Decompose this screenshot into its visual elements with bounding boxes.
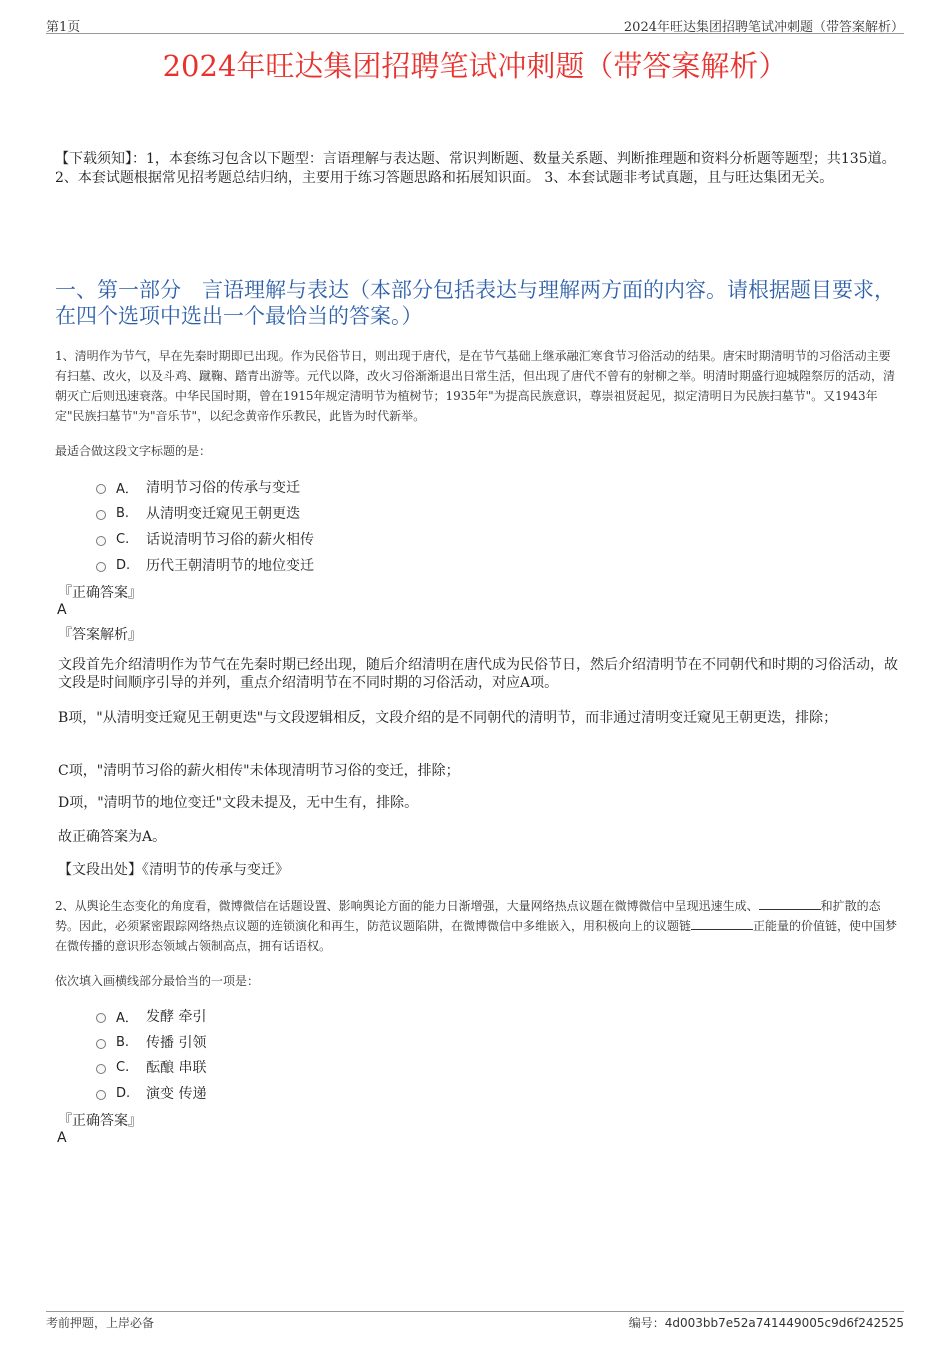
header-divider: [46, 33, 904, 34]
q1-option-b[interactable]: B. 从清明变迁窥见王朝更迭: [96, 503, 300, 523]
footer-slogan: 考前押题，上岸必备: [46, 1316, 155, 1330]
header-doc-title: 2024年旺达集团招聘笔试冲刺题（带答案解析）: [623, 20, 904, 35]
q2-stem: 2、从舆论生态变化的角度看，微博微信在话题设置、影响舆论方面的能力日渐增强，大量网络热点议题在微博微信中呈现迅速生成、 和扩散的态势。因此，必须紧密跟踪网络热点议题的连锁演化和再生，防范议题陷阱，在微博微信中多维嵌入，用积极向上的议题链 正能量的价值链，使中国梦在微传播的意识形态领域占领制高点，拥有话语权。: [55, 899, 898, 953]
q2-prompt: 依次填入画横线部分最恰当的一项是：: [55, 974, 260, 988]
footer-code: 编号：4d003bb7e52a741449005c9d6f242525: [628, 1316, 904, 1330]
q2-answer-label: 『正确答案』: [58, 1113, 142, 1129]
q2-answer: A: [57, 1130, 67, 1146]
radio-icon[interactable]: [96, 1064, 106, 1074]
q1-source: 【文段出处】《清明节的传承与变迁》: [58, 862, 289, 878]
download-notice: 【下载须知】：1，本套练习包含以下题型：言语理解与表达题、常识判断题、数量关系题、判断推理题和资料分析题等题型；共135道。 2、本套试题根据常见招考题总结归纳，主要用于练习答题思路和拓展知识面。 3、本套试题非考试真题，且与旺达集团无关。: [55, 151, 896, 186]
section-title: 一、第一部分 言语理解与表达（本部分包括表达与理解两方面的内容。请根据题目要求，在四个选项中选出一个最恰当的答案。）: [55, 278, 895, 328]
q1-analysis-para: 文段首先介绍清明作为节气在先秦时期已经出现，随后介绍清明在唐代成为民俗节日，然后介绍清明节在不同朝代和时期的习俗活动，故文段是时间顺序引导的并列，重点介绍清明节在不同时期的习俗活动，对应A项。: [58, 657, 898, 691]
q2-option-a[interactable]: A． 发酵 牵引: [96, 1006, 206, 1026]
q1-analysis-para: B项，"从清明变迁窥见王朝更迭"与文段逻辑相反，文段介绍的是不同朝代的清明节，而非通过清明变迁窥见王朝更迭，排除；: [58, 710, 838, 726]
q1-analysis-para: 故正确答案为A。: [58, 829, 167, 845]
fill-blank: [759, 897, 821, 910]
q1-answer: A: [57, 602, 67, 618]
radio-icon[interactable]: [96, 1013, 106, 1023]
q1-answer-label: 『正确答案』: [58, 585, 142, 601]
q1-option-a[interactable]: A． 清明节习俗的传承与变迁: [96, 477, 300, 497]
q1-stem: 1、清明作为节气，早在先秦时期即已出现。作为民俗节日，则出现于唐代，是在节气基础上继承融汇寒食节习俗活动的结果。唐宋时期清明节的习俗活动主要有扫墓、改火，以及斗鸡、蹴鞠、踏青出游等。元代以降，改火习俗渐渐退出日常生活，但出现了唐代不曾有的射柳之举。明清时期盛行迎城隍祭厉的活动，清朝灭亡后则迅速衰落。中华民国时期，曾在1915年规定清明节为植树节；1935年"为提高民族意识，尊崇祖贤起见，拟定清明日为民族扫墓节"。又1943年定"民族扫墓节"为"音乐节"，以纪念黄帝作乐教民，此皆为时代新举。: [55, 349, 896, 423]
q1-analysis-para: D项，"清明节的地位变迁"文段未提及，无中生有，排除。: [58, 795, 419, 811]
q1-analysis-para: C项，"清明节习俗的薪火相传"未体现清明节习俗的变迁，排除；: [58, 763, 460, 779]
q1-analysis-label: 『答案解析』: [58, 627, 142, 643]
footer-divider: [46, 1311, 904, 1312]
radio-icon[interactable]: [96, 562, 106, 572]
q2-option-d[interactable]: D. 演变 传递: [96, 1083, 206, 1103]
q1-prompt: 最适合做这段文字标题的是：: [55, 444, 212, 458]
radio-icon[interactable]: [96, 1090, 106, 1100]
radio-icon[interactable]: [96, 1039, 106, 1049]
q1-option-c[interactable]: C. 话说清明节习俗的薪火相传: [96, 529, 314, 549]
q2-option-c[interactable]: C. 酝酿 串联: [96, 1057, 206, 1077]
fill-blank: [691, 917, 753, 930]
radio-icon[interactable]: [96, 484, 106, 494]
page-number: 第1页: [46, 20, 81, 35]
page-title: 2024年旺达集团招聘笔试冲刺题（带答案解析）: [162, 49, 788, 83]
q2-option-b[interactable]: B. 传播 引领: [96, 1032, 206, 1052]
radio-icon[interactable]: [96, 536, 106, 546]
q1-option-d[interactable]: D. 历代王朝清明节的地位变迁: [96, 555, 314, 575]
radio-icon[interactable]: [96, 510, 106, 520]
